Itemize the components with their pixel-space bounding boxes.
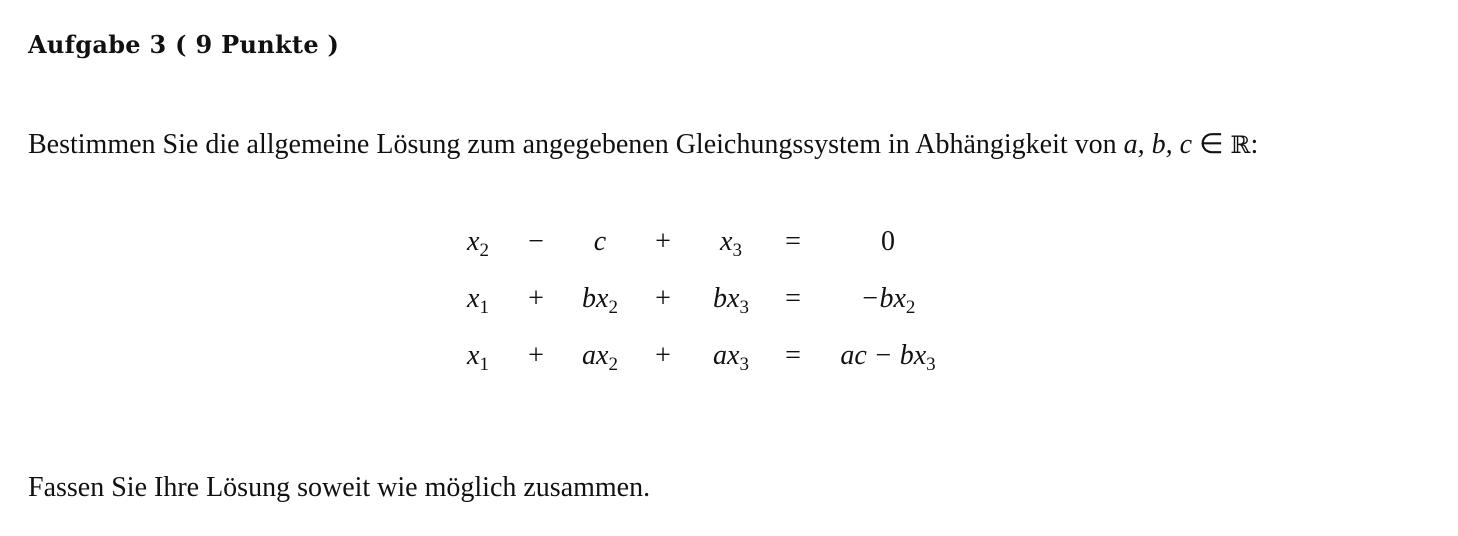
term-base: bx (879, 283, 906, 314)
term-subscript: 3 (739, 354, 749, 375)
instruction-text: Bestimmen Sie die allgemeine Lösung zum angegebenen Gleichungssystem in Abhängigkeit von (28, 129, 1124, 160)
equation-rhs (860, 283, 916, 318)
term-subscript: 3 (926, 354, 936, 375)
term-base: x (467, 283, 480, 314)
term-subscript: 1 (479, 297, 489, 318)
term-base: ax (713, 340, 740, 371)
term-base: x (720, 226, 733, 257)
term-base: bx (713, 283, 740, 314)
equation-term (713, 283, 749, 318)
element-of-symbol: ∈ (1192, 129, 1231, 160)
instruction-colon: : (1250, 129, 1259, 160)
term-base: bx (899, 340, 927, 371)
task-instruction (28, 127, 1258, 161)
equation-term (467, 226, 489, 261)
term-base: ax (582, 340, 609, 371)
equation-term (582, 283, 618, 318)
parameter-variables: a, b, c (1123, 129, 1193, 160)
rhs-prefix: ac − (840, 340, 900, 371)
equation-term (467, 340, 489, 375)
equals-sign: = (785, 226, 801, 257)
equation-term (713, 340, 749, 375)
term-subscript: 2 (905, 297, 916, 318)
task-heading: Aufgabe 3 ( 9 Punkte ) (28, 30, 340, 59)
term-subscript: 2 (608, 297, 618, 318)
term-base: x (467, 340, 480, 371)
term-subscript: 2 (479, 240, 489, 261)
equation-term (467, 283, 489, 318)
rhs-prefix: − (860, 283, 880, 314)
term-subscript: 3 (739, 297, 749, 318)
task-closing-note: Fassen Sie Ihre Lösung soweit wie möglich zusammen. (28, 472, 651, 503)
equation-operator: + (655, 340, 671, 371)
equation-term (720, 226, 742, 261)
equals-sign: = (785, 283, 801, 314)
term-base: c (593, 226, 607, 257)
equation-operator: + (655, 283, 671, 314)
term-subscript: 1 (479, 354, 489, 375)
equation-rhs (881, 228, 895, 256)
equation-operator: + (528, 283, 544, 314)
term-base: 0 (881, 226, 895, 257)
equation-term (594, 228, 606, 256)
equation-rhs (840, 340, 936, 375)
term-base: x (467, 226, 480, 257)
equation-operator: − (528, 226, 544, 257)
term-base: bx (582, 283, 609, 314)
equation-operator: + (655, 226, 671, 257)
equation-term (582, 340, 618, 375)
real-numbers-symbol: ℝ (1230, 131, 1251, 159)
term-subscript: 2 (608, 354, 618, 375)
equation-operator: + (528, 340, 544, 371)
term-subscript: 3 (732, 240, 742, 261)
equals-sign: = (785, 340, 801, 371)
